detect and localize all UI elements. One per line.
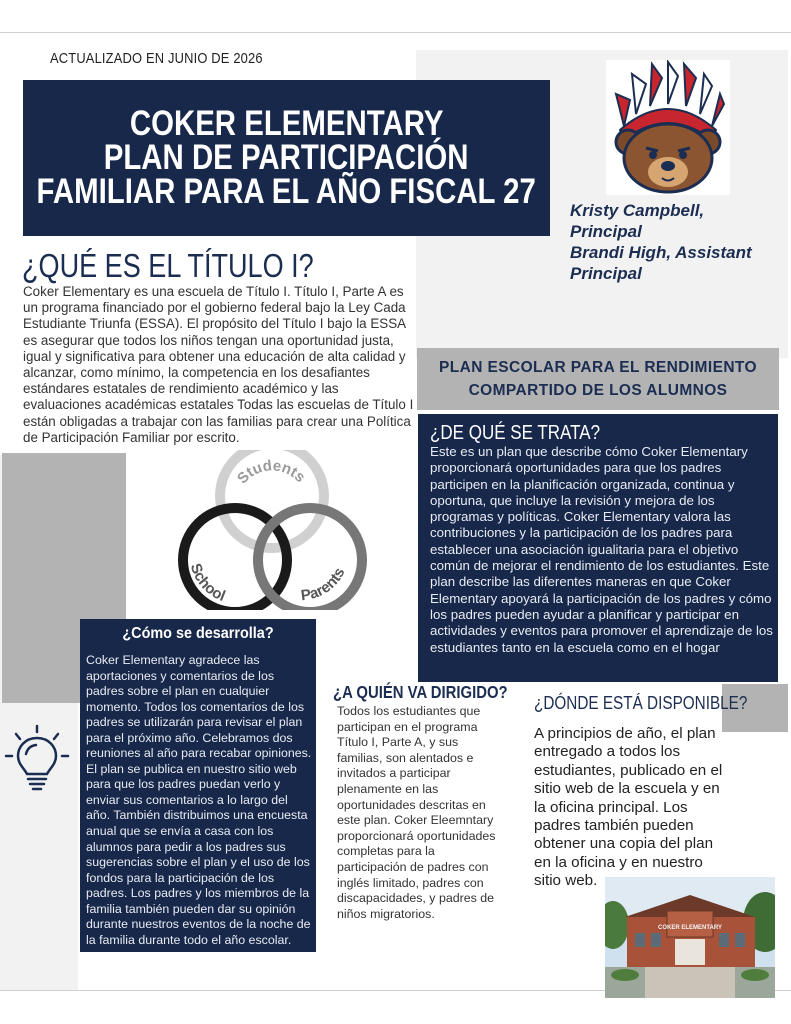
title-line-3: FAMILIAR PARA EL AÑO FISCAL 27 xyxy=(36,172,537,211)
plan-header-line-1: PLAN ESCOLAR PARA EL RENDIMIENTO xyxy=(439,359,757,376)
plan-header-box xyxy=(417,348,779,410)
students-circle xyxy=(220,450,324,548)
school-label: School xyxy=(186,561,228,605)
plan-header-line-2: COMPARTIDO DE LOS ALUMNOS xyxy=(468,382,728,399)
development-heading: ¿Cómo se desarrolla? xyxy=(122,625,274,642)
purpose-body: Este es un plan que describe cómo Coker Elementary proporcionará oportunidades para que los padres participen en la planificación organizada, continua y oportuna, que incluye la revisión y mejora de los programas y políticas. Coker Elementary valora las contribuciones y la participación de los padres para establecer una asociación igualitaria para el objetivo común de mejorar el rendimiento de los estudiantes. Este plan describe las diferentes maneras en que Coker Elementary apoyará la participación de los padres y cómo los padres pueden ayudar a planificar y participar en actividades y eventos para promover el aprendizaje de los estudiantes tanto en la escuela como en el hogar xyxy=(430,444,773,655)
parents-label: Parents xyxy=(299,564,349,605)
development-body: Coker Elementary agradece las aportaciones y comentarios de los padres sobre el plan en cualquier momento. Todos los comentarios de los padres se utilizarán para revisar el plan para el próximo año. Celebramos dos reuniones al año para recabar opiniones. El plan se publica en nuestro sitio web para que los padres puedan verlo y enviar sus comentarios a lo largo del año. También distribuimos una encuesta anual que se envía a casa con los alumnos para pedir a los padres sus sugerencias sobre el plan y el uso de los fondos para la participación de los padres. Los padres y los miembros de la familia también pueden dar su opinión durante nuestros eventos de la noche de la familia durante todo el año escolar. xyxy=(86,653,312,947)
title-banner xyxy=(23,80,550,236)
audience-body: Todos los estudiantes que participan en el programa Título I, Parte A, y sus familias, son alentados e invitados a participar plenamente en las oportunidades descritas en este plan. Coker Eleemntary proporcionará oportunidades completas para la participación de padres con inglés limitado, padres con discapacidades, y padres de niños migratorios. xyxy=(337,704,496,921)
school-logo xyxy=(606,60,730,195)
venn-diagram xyxy=(170,450,380,610)
updated-date: ACTUALIZADO EN JUNIO DE 2026 xyxy=(50,50,263,67)
principal-name: Kristy Campbell, Principal xyxy=(570,201,705,241)
school-building-photo xyxy=(605,877,775,998)
bear-headdress-mascot-icon xyxy=(606,60,730,195)
school-sign-text: COKER ELEMENTARY xyxy=(657,925,723,931)
development-box xyxy=(80,619,316,952)
lightbulb-icon xyxy=(4,724,70,794)
title-i-body: Coker Elementary es una escuela de Título I. Título I, Parte A es un programa financiado por el gobierno federal bajo la Ley Cada Estudiante Triunfa (ESSA). El propósito del Título I bajo la ESSA es asegurar que todos los niños tengan una oportunidad justa, igual y significativa para obtener una educación de alta calidad y alcanzar, como mínimo, la competencia en los desafiantes estándares estatales de rendimiento académico y las evaluaciones académicas estatales Todas las escuelas de Título I están obligadas a trabajar con las familias para crear una Política de Participación Familiar por escrito. xyxy=(23,284,414,445)
purpose-heading: ¿DE QUÉ SE TRATA? xyxy=(430,422,601,444)
students-label: Students xyxy=(233,457,309,488)
principal-names xyxy=(570,200,780,284)
availability-body: A principios de año, el plan entregado a todos los estudiantes, publicado en el sitio web de la escuela y en la oficina principal. Los padres también pueden obtener una copia del plan en la oficina y en nuestro sitio web. xyxy=(534,725,723,890)
title-line-2: PLAN DE PARTICIPACIÓN xyxy=(104,138,469,177)
purpose-box xyxy=(418,414,778,682)
availability-heading: ¿DÓNDE ESTÁ DISPONIBLE? xyxy=(534,693,748,713)
title-line-1: COKER ELEMENTARY xyxy=(129,104,444,143)
top-rule xyxy=(0,32,791,33)
audience-heading: ¿A QUIÉN VA DIRIGIDO? xyxy=(333,682,508,702)
assistant-principal-name: Brandi High, Assistant Principal xyxy=(570,243,752,283)
title-i-heading: ¿QUÉ ES EL TÍTULO I? xyxy=(22,247,314,284)
